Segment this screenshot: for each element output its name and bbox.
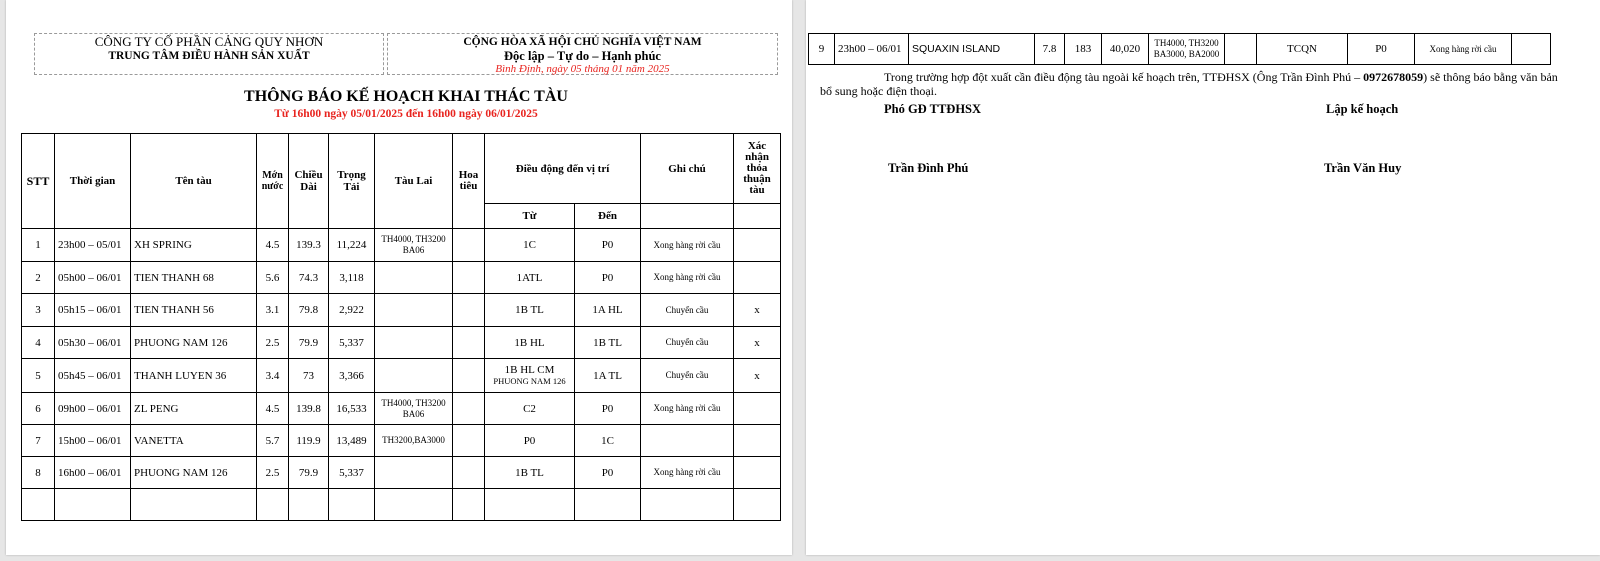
cell-length: 74.3 [289,262,329,294]
cell-time: 05h15 – 06/01 [55,294,131,327]
cell-tonnage: 16,533 [329,393,375,425]
ship-plan-table-continued [808,33,1551,65]
cell-confirm [734,393,781,425]
table-header-row [22,134,781,204]
cell-tug [375,262,453,294]
cell-pilot [453,457,485,489]
cell-pilot [453,262,485,294]
cell-tug: TH4000, TH3200 BA06 [375,229,453,262]
cell-stt: 1 [22,229,55,262]
table-row [22,229,781,262]
cell-pilot [453,327,485,359]
contact-phone: 0972678059 [1363,70,1424,84]
cell-to: P0 [575,457,641,489]
cell-draft: 3.4 [257,359,289,393]
company-name: CÔNG TY CỔ PHẦN CẢNG QUY NHƠN [94,34,324,49]
note-text-2: ) sẽ thông báo bằng văn bản bổ sung hoặc điện thoại. [820,70,1558,98]
col-to: Đến [575,204,641,229]
cell-note: Xong hàng rời cầu [641,457,734,489]
cell-ship: ZL PENG [131,393,257,425]
cell-note: Xong hàng rời cầu [1415,34,1512,65]
col-length: Chiều Dài [289,134,329,229]
cell-draft: 5.7 [257,425,289,457]
table-row-empty [22,489,781,521]
table-row [22,457,781,489]
table-row [22,359,781,393]
cell-ship: SQUAXIN ISLAND [909,34,1035,65]
cell-length: 139.8 [289,393,329,425]
document-period: Từ 16h00 ngày 05/01/2025 đến 16h00 ngày 06/01/2025 [274,108,538,120]
cell-time: 05h30 – 06/01 [55,327,131,359]
table-row [22,393,781,425]
cell-length: 79.9 [289,457,329,489]
cell-time: 23h00 – 05/01 [55,229,131,262]
national-header [387,33,778,75]
signer-right-role: Lập kế hoạch [1326,102,1399,116]
col-pilot: Hoa tiêu [453,134,485,229]
cell-length: 183 [1065,34,1102,65]
col-tonnage: Trọng Tải [329,134,375,229]
cell-tug [375,327,453,359]
document-page-2 [806,0,1600,555]
cell-stt: 8 [22,457,55,489]
cell-length: 73 [289,359,329,393]
col-ship: Tên tàu [131,134,257,229]
cell-time: 23h00 – 06/01 [835,34,909,65]
cell-to: 1B TL [575,327,641,359]
cell-to: P0 [575,393,641,425]
cell-stt: 2 [22,262,55,294]
cell-length: 119.9 [289,425,329,457]
cell-note: Chuyển cầu [641,294,734,327]
col-stt: STT [22,134,55,229]
cell-note: Xong hàng rời cầu [641,393,734,425]
table-row [22,425,781,457]
table-row [22,294,781,327]
cell-to: 1A TL [575,359,641,393]
cell-draft: 2.5 [257,457,289,489]
table-row [22,262,781,294]
document-page-1 [6,0,792,555]
cell-length: 79.8 [289,294,329,327]
document-date: Bình Định, ngày 05 tháng 01 năm 2025 [495,63,670,75]
cell-pilot [453,425,485,457]
cell-ship: PHUONG NAM 126 [131,457,257,489]
col-confirm-sub [734,204,781,229]
cell-tonnage: 13,489 [329,425,375,457]
cell-time: 15h00 – 06/01 [55,425,131,457]
cell-time: 05h00 – 06/01 [55,262,131,294]
cell-stt: 7 [22,425,55,457]
cell-from [485,359,575,393]
cell-stt: 3 [22,294,55,327]
cell-tonnage: 5,337 [329,457,375,489]
cell-time: 09h00 – 06/01 [55,393,131,425]
cell-pilot [1225,34,1257,65]
cell-ship: XH SPRING [131,229,257,262]
cell-tonnage: 11,224 [329,229,375,262]
col-from: Từ [485,204,575,229]
cell-to: P0 [1348,34,1415,65]
cell-tonnage: 40,020 [1102,34,1149,65]
col-draft: Mớn nước [257,134,289,229]
cell-from: C2 [485,393,575,425]
cell-confirm [734,425,781,457]
signer-left-name: Trần Đình Phú [888,161,969,175]
cell-ship: VANETTA [131,425,257,457]
cell-from: TCQN [1257,34,1348,65]
cell-note: Xong hàng rời cầu [641,229,734,262]
cell-from: P0 [485,425,575,457]
cell-length: 79.9 [289,327,329,359]
cell-stt: 6 [22,393,55,425]
national-title: CỘNG HÒA XÃ HỘI CHỦ NGHĨA VIỆT NAM [463,36,702,48]
col-note: Ghi chú [641,134,734,204]
contingency-note [820,70,1560,98]
note-text-1: Trong trường hợp đột xuất cần điều động tàu ngoài kế hoạch trên, TTĐHSX (Ông Trần Đình Phú – [884,70,1364,84]
cell-to: 1A HL [575,294,641,327]
cell-tonnage: 5,337 [329,327,375,359]
cell-ship: TIEN THANH 56 [131,294,257,327]
cell-length: 139.3 [289,229,329,262]
cell-pilot [453,294,485,327]
cell-to: P0 [575,262,641,294]
cell-ship: PHUONG NAM 126 [131,327,257,359]
cell-draft: 2.5 [257,327,289,359]
cell-from: 1C [485,229,575,262]
cell-confirm: x [734,327,781,359]
col-confirm: Xác nhận thỏa thuận tàu [734,134,781,204]
cell-tonnage: 3,118 [329,262,375,294]
cell-draft: 4.5 [257,229,289,262]
cell-from-main: 1B HL CM [504,364,555,376]
cell-pilot [453,359,485,393]
col-note-sub [641,204,734,229]
document-title: THÔNG BÁO KẾ HOẠCH KHAI THÁC TÀU [244,88,568,105]
cell-ship: TIEN THANH 68 [131,262,257,294]
cell-time: 05h45 – 06/01 [55,359,131,393]
col-time: Thời gian [55,134,131,229]
cell-tug: TH3200,BA3000 [375,425,453,457]
table-row [809,34,1551,65]
cell-confirm: x [734,359,781,393]
cell-note: Xong hàng rời cầu [641,262,734,294]
cell-tug: TH4000, TH3200 BA3000, BA2000 [1149,34,1225,65]
cell-from: 1B TL [485,294,575,327]
cell-draft: 4.5 [257,393,289,425]
cell-from-sub: PHUONG NAM 126 [493,376,566,386]
company-header [34,33,384,75]
department-name: TRUNG TÂM ĐIỀU HÀNH SẢN XUẤT [108,50,310,62]
cell-confirm [1512,34,1551,65]
cell-to: P0 [575,229,641,262]
cell-tug [375,457,453,489]
col-movement: Điều động đến vị trí [485,134,641,204]
cell-draft: 7.8 [1035,34,1065,65]
national-motto: Độc lập – Tự do – Hạnh phúc [504,49,661,63]
cell-note [641,425,734,457]
cell-pilot [453,229,485,262]
col-tug: Tàu Lai [375,134,453,229]
cell-draft: 5.6 [257,262,289,294]
cell-stt: 9 [809,34,835,65]
cell-confirm [734,457,781,489]
cell-note: Chuyển cầu [641,359,734,393]
cell-pilot [453,393,485,425]
cell-draft: 3.1 [257,294,289,327]
cell-time: 16h00 – 06/01 [55,457,131,489]
cell-ship: THANH LUYEN 36 [131,359,257,393]
cell-from: 1ATL [485,262,575,294]
cell-note: Chuyển cầu [641,327,734,359]
cell-tug [375,359,453,393]
cell-tug: TH4000, TH3200 BA06 [375,393,453,425]
cell-stt: 5 [22,359,55,393]
cell-to: 1C [575,425,641,457]
cell-confirm: x [734,294,781,327]
signer-right-name: Trần Văn Huy [1324,161,1402,175]
cell-confirm [734,262,781,294]
cell-tonnage: 2,922 [329,294,375,327]
cell-tonnage: 3,366 [329,359,375,393]
cell-confirm [734,229,781,262]
table-row [22,327,781,359]
cell-from: 1B TL [485,457,575,489]
cell-stt: 4 [22,327,55,359]
cell-tug [375,294,453,327]
signer-left-role: Phó GĐ TTĐHSX [884,102,982,116]
ship-plan-table [21,133,781,521]
cell-from: 1B HL [485,327,575,359]
